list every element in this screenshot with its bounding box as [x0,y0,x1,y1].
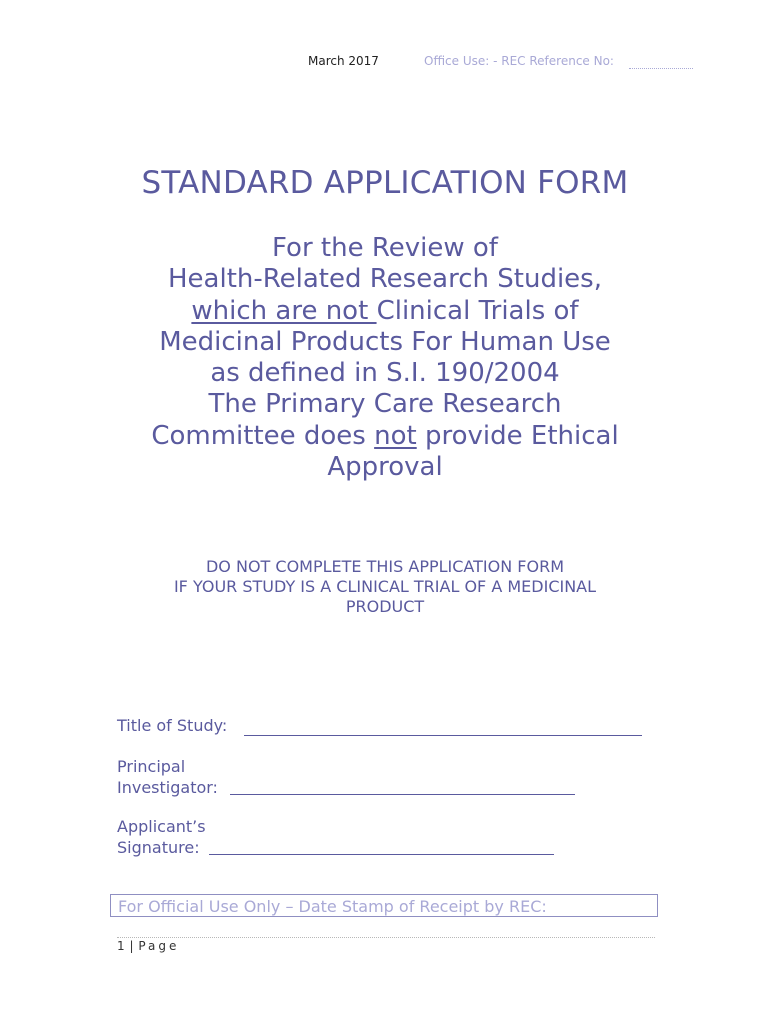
subtitle-line [0,421,770,452]
official-use-box [110,894,658,917]
reference-number-field-line [629,68,693,69]
warning-line: IF YOUR STUDY IS A CLINICAL TRIAL OF A MEDICINAL [173,577,597,596]
form-title: STANDARD APPLICATION FORM [141,165,629,201]
subtitle-line: For the Review of [272,233,498,263]
principal-investigator-field[interactable] [230,794,575,795]
field-label-line: Applicant’s [117,817,206,836]
subtitle-line: Medicinal Products For Human Use [159,326,611,357]
footer-divider [117,937,655,938]
page-label: Page [138,939,180,953]
title-of-study-field[interactable] [244,735,642,736]
subtitle-text: Committee does [151,420,375,451]
field-label-line: Principal [117,757,186,776]
form-subtitle [0,233,770,483]
subtitle-line [0,296,770,327]
title-of-study-label: Title of Study: [117,716,228,735]
office-use-reference: Office Use: - REC Reference No: [424,54,614,68]
subtitle-line: as defined in S.I. 190/2004 [210,358,560,389]
principal-investigator-label [117,756,218,798]
clinical-trial-warning [0,557,770,617]
warning-line: DO NOT COMPLETE THIS APPLICATION FORM [205,557,564,576]
subtitle-emphasis: which are not [191,295,377,326]
applicant-signature-field[interactable] [209,854,554,855]
warning-line: PRODUCT [345,597,425,616]
page-footer [117,939,179,953]
subtitle-line: The Primary Care Research [208,389,562,420]
subtitle-emphasis: not [374,420,417,451]
field-label-line: Signature: [117,838,200,857]
subtitle-line: Health-Related Research Studies, [167,264,602,295]
subtitle-line: Approval [327,452,443,483]
page-separator: | [125,939,139,953]
subtitle-text: Clinical Trials of [376,295,579,326]
official-use-label: For Official Use Only – Date Stamp of Receipt by REC: [118,897,547,916]
header-date: March 2017 [308,54,379,68]
applicant-signature-label [117,816,206,858]
subtitle-text: provide Ethical [416,420,619,451]
page-number: 1 [117,939,126,953]
field-label-line: Investigator: [117,778,218,797]
